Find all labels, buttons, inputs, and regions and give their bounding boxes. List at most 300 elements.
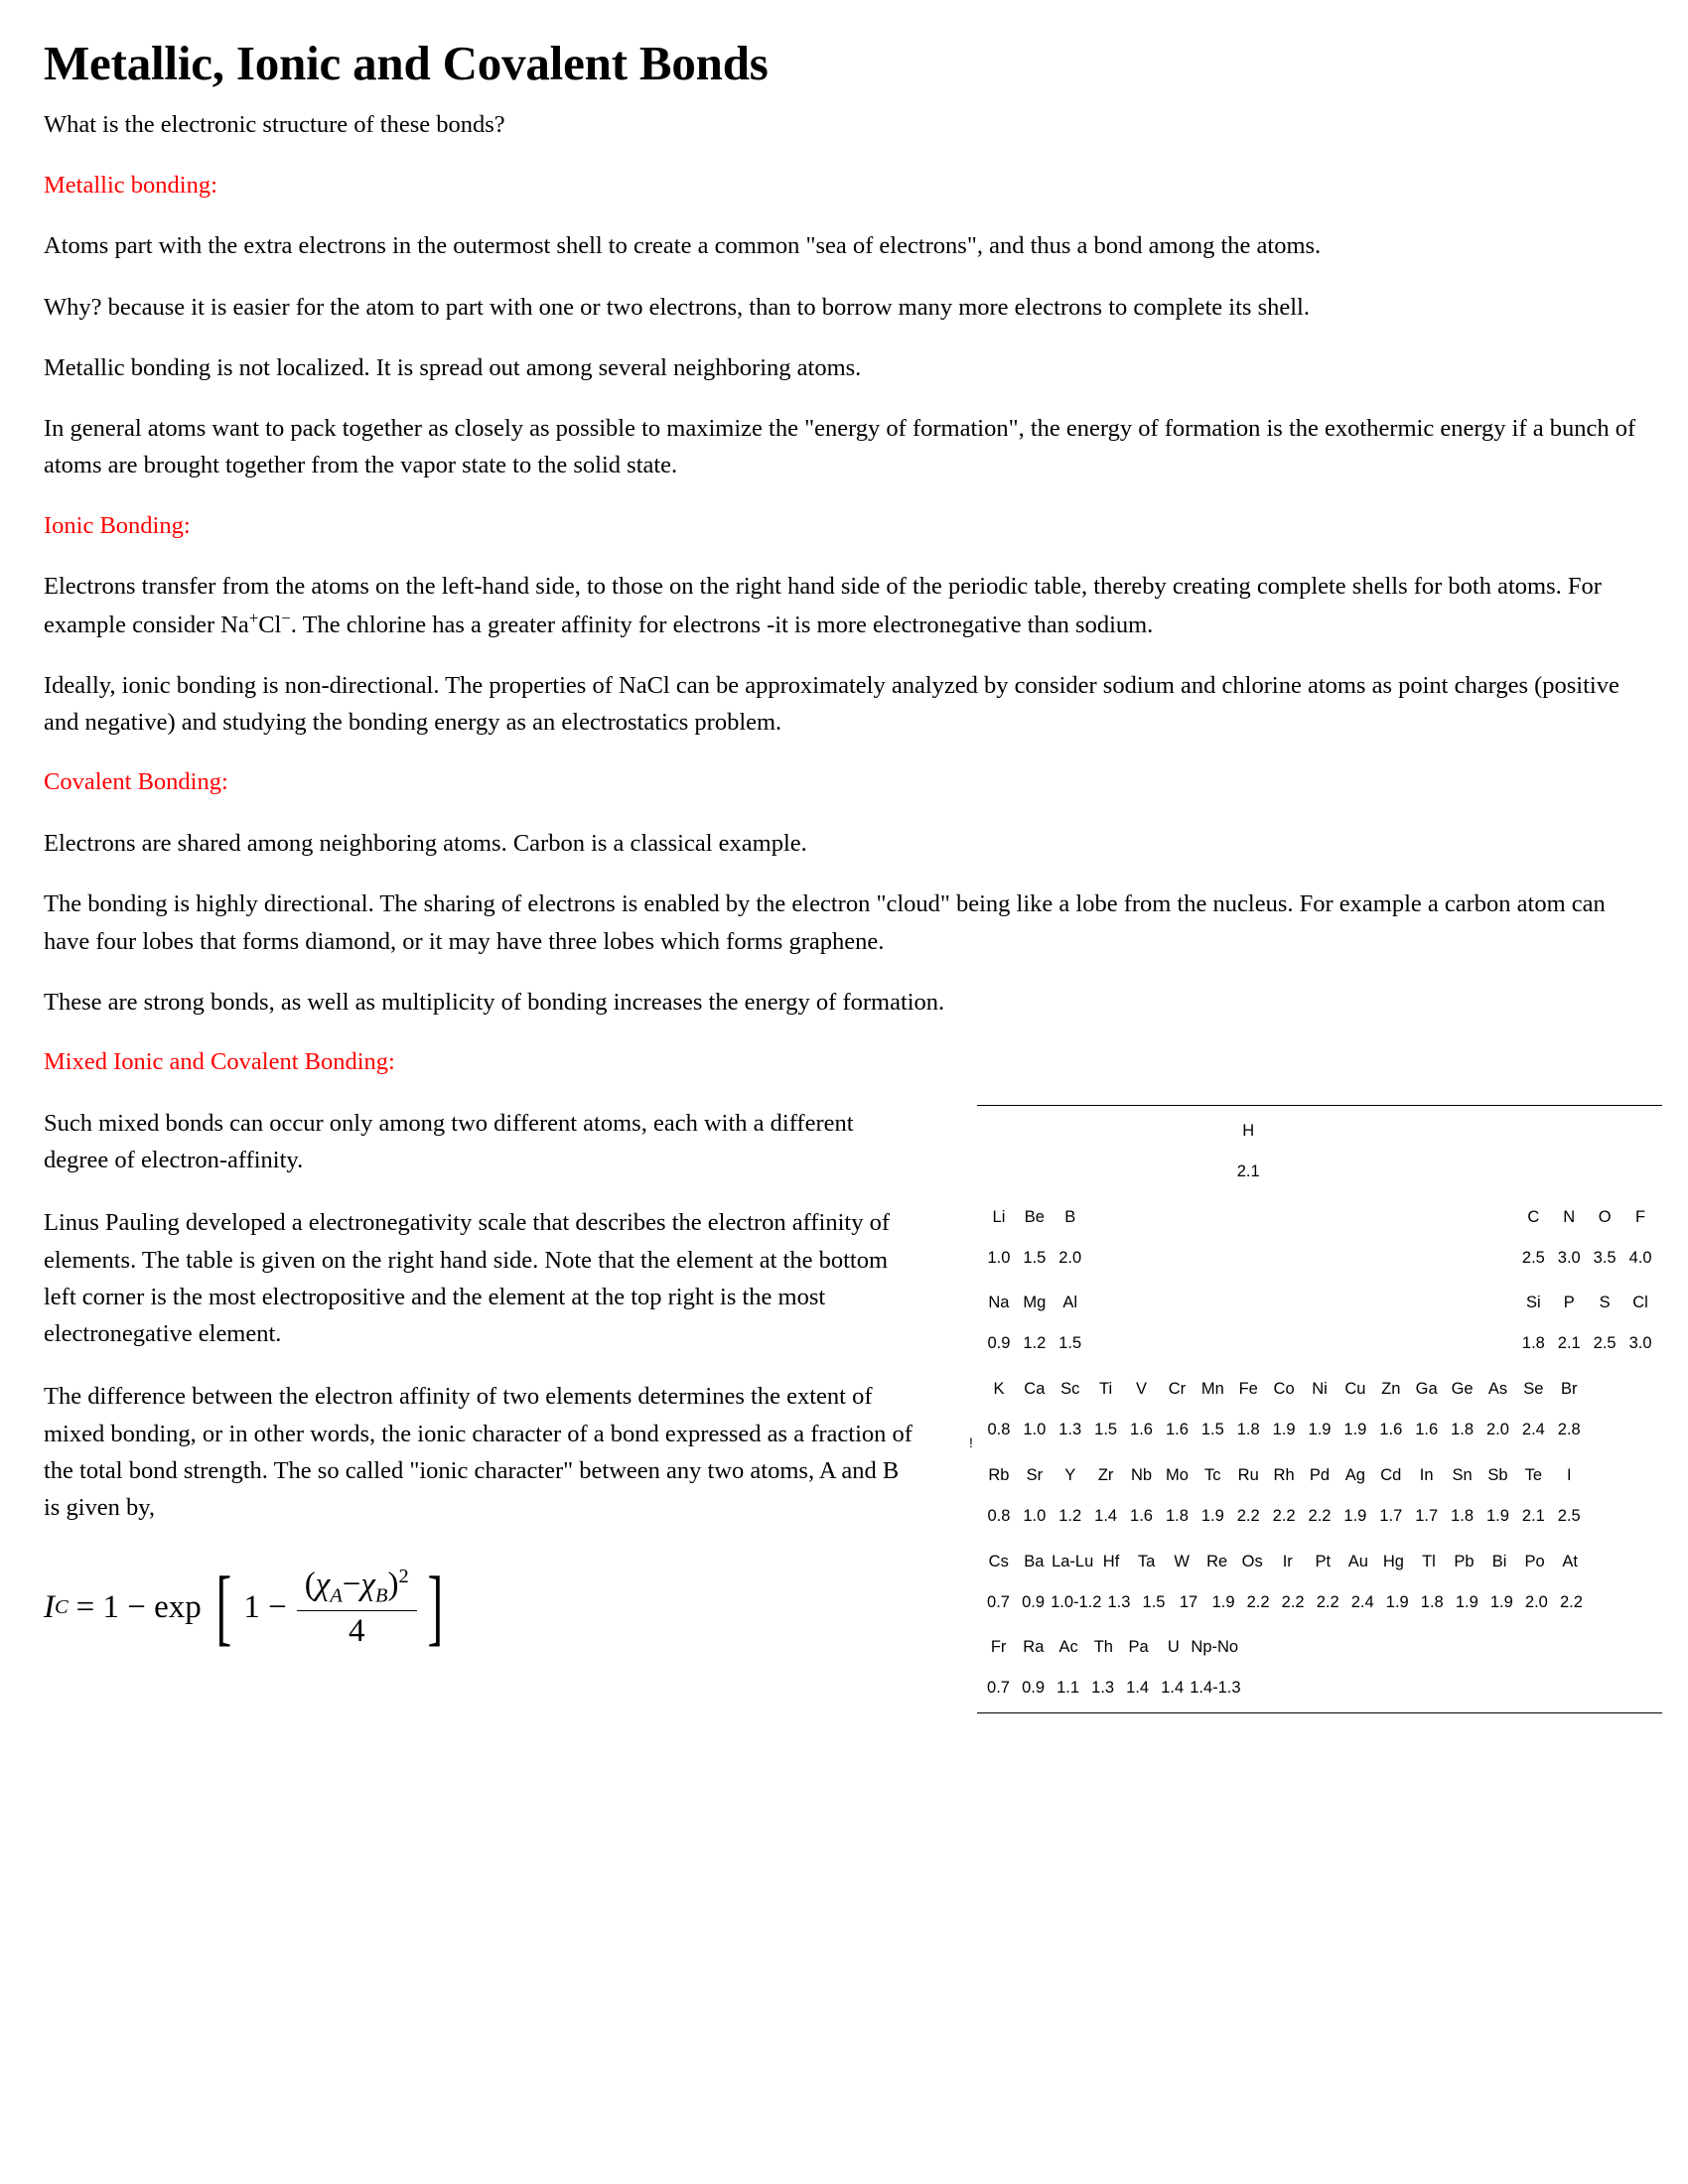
- element-symbol-po: Po: [1524, 1552, 1545, 1570]
- electronegativity-value: 0.7: [987, 1679, 1010, 1698]
- element-symbol-al: Al: [1062, 1294, 1078, 1312]
- electronegativity-value-empty: [1345, 1674, 1380, 1703]
- electronegativity-value: 1.8: [1236, 1421, 1260, 1438]
- electronegativity-value: 1.5: [1200, 1421, 1224, 1438]
- element-symbol-w: W: [1174, 1552, 1190, 1570]
- element-symbol-empty: [1622, 1456, 1658, 1490]
- element-symbol-empty: [1409, 1284, 1445, 1317]
- formula-exponent: 2: [398, 1565, 409, 1587]
- element-symbol-empty: [1587, 1112, 1622, 1146]
- element-symbol-cr: Cr: [1168, 1380, 1187, 1399]
- element-symbol-empty: [1230, 1198, 1266, 1232]
- section-heading-covalent: Covalent Bonding:: [44, 768, 228, 796]
- element-symbol-empty: [1480, 1284, 1516, 1317]
- element-symbol-empty: [1373, 1284, 1409, 1317]
- element-symbol-np-no: Np-No: [1191, 1638, 1239, 1657]
- electronegativity-value: 1.5: [1094, 1421, 1118, 1438]
- element-symbol-zn: Zn: [1381, 1380, 1401, 1399]
- element-symbol-empty: [1623, 1628, 1658, 1662]
- element-symbol-th: Th: [1093, 1638, 1113, 1657]
- electronegativity-value-empty: [1409, 1329, 1445, 1358]
- en-row-values: [977, 1410, 1662, 1450]
- element-symbol-ru: Ru: [1237, 1465, 1259, 1484]
- en-row-symbols: [977, 1364, 1662, 1410]
- element-symbol-ra: Ra: [1023, 1638, 1045, 1657]
- en-row-values: [977, 1323, 1662, 1364]
- element-symbol-y: Y: [1064, 1465, 1076, 1484]
- element-symbol-empty: [1238, 1628, 1273, 1662]
- stray-mark: !: [969, 1433, 973, 1450]
- formula-lhs-variable: I: [44, 1588, 55, 1625]
- electronegativity-value-empty: [981, 1158, 1017, 1186]
- en-row-symbols: [977, 1450, 1662, 1496]
- ionic-text-suffix: . The chlorine has a greater affinity for electrons -it is more electronegative than sodium.: [290, 611, 1154, 638]
- element-symbol-li: Li: [992, 1207, 1006, 1226]
- electronegativity-value: 1.8: [1420, 1592, 1444, 1611]
- element-symbol-br: Br: [1561, 1380, 1578, 1399]
- element-symbol-empty: [1302, 1112, 1337, 1146]
- electronegativity-value-empty: [1266, 1244, 1302, 1273]
- electronegativity-value: 1.8: [1451, 1421, 1475, 1438]
- element-symbol-empty: [1480, 1112, 1516, 1146]
- element-symbol-mn: Mn: [1200, 1380, 1224, 1399]
- element-symbol-rb: Rb: [988, 1465, 1010, 1484]
- element-symbol-empty: [1337, 1284, 1373, 1317]
- electronegativity-value: 3.5: [1593, 1248, 1617, 1267]
- element-symbol-o: O: [1598, 1207, 1612, 1226]
- element-symbol-empty: [1413, 1628, 1448, 1662]
- section-heading-ionic: Ionic Bonding:: [44, 511, 191, 539]
- ion-symbol-cl: Cl: [258, 611, 282, 638]
- electronegativity-value-empty: [1241, 1674, 1276, 1703]
- element-symbol-empty: [1302, 1284, 1337, 1317]
- electronegativity-value-empty: [1159, 1158, 1195, 1186]
- formula-equals-exp: = 1 − exp: [75, 1588, 202, 1625]
- electronegativity-value-empty: [1088, 1158, 1124, 1186]
- formula-minus: −: [342, 1566, 361, 1602]
- electronegativity-value: 1.0: [1023, 1421, 1047, 1438]
- element-symbol-hg: Hg: [1382, 1552, 1404, 1570]
- element-symbol-ni: Ni: [1312, 1380, 1328, 1399]
- element-symbol-empty: [1266, 1284, 1302, 1317]
- element-symbol-empty: [1088, 1284, 1124, 1317]
- element-symbol-empty: [1273, 1628, 1308, 1662]
- paragraph-metallic-3: Metallic bonding is not localized. It is spread out among several neighboring atoms.: [44, 353, 862, 381]
- electronegativity-value: 1.9: [1343, 1506, 1367, 1525]
- electronegativity-value-empty: [1195, 1244, 1230, 1273]
- element-symbol-nb: Nb: [1130, 1465, 1153, 1484]
- electronegativity-value-empty: [1159, 1329, 1195, 1358]
- electronegativity-value: 1.9: [1272, 1421, 1296, 1438]
- element-symbol-fr: Fr: [990, 1638, 1007, 1657]
- element-symbol-empty: [1302, 1198, 1337, 1232]
- page-title: Metallic, Ionic and Covalent Bonds: [44, 36, 769, 90]
- electronegativity-value: 2.2: [1316, 1592, 1339, 1611]
- electronegativity-value: 1.3: [1107, 1592, 1131, 1611]
- element-symbol-ag: Ag: [1344, 1465, 1365, 1484]
- element-symbol-i: I: [1566, 1465, 1572, 1484]
- electronegativity-table: [969, 1105, 1662, 1713]
- electronegativity-value-empty: [1622, 1502, 1658, 1531]
- electronegativity-value-empty: [1230, 1329, 1266, 1358]
- element-symbol-re: Re: [1206, 1552, 1228, 1570]
- element-symbol-sb: Sb: [1487, 1465, 1508, 1484]
- element-symbol-empty: [1159, 1198, 1195, 1232]
- element-symbol-empty: [1088, 1198, 1124, 1232]
- electronegativity-value: 2.5: [1521, 1248, 1545, 1267]
- element-symbol-cd: Cd: [1380, 1465, 1402, 1484]
- formula-paren-close: ): [387, 1566, 399, 1602]
- electronegativity-value: 1.8: [1451, 1506, 1475, 1525]
- element-symbol-h: H: [1242, 1121, 1255, 1140]
- electronegativity-value: 1.6: [1165, 1421, 1189, 1438]
- paragraph-ionic-2: Ideally, ionic bonding is non-directional. The properties of NaCl can be approximately analyzed by consider sodium and chlorine atoms as point charges (positive and negative) and studying the bonding energy as an electrostatics problem.: [44, 671, 1619, 737]
- formula-denominator: 4: [348, 1612, 365, 1649]
- electronegativity-value-empty: [1415, 1674, 1450, 1703]
- element-symbol-empty: [1088, 1112, 1124, 1146]
- element-symbol-empty: [1515, 1112, 1551, 1146]
- element-symbol-v: V: [1136, 1380, 1148, 1399]
- electronegativity-value: 1.4-1.3: [1190, 1679, 1241, 1698]
- element-symbol-empty: [1309, 1628, 1343, 1662]
- electronegativity-value: 1.6: [1379, 1421, 1403, 1438]
- paragraph-covalent-3: These are strong bonds, as well as multiplicity of bonding increases the energy of formation.: [44, 988, 945, 1016]
- element-symbol-empty: [1445, 1284, 1480, 1317]
- element-symbol-f: F: [1635, 1207, 1646, 1226]
- element-symbol-pt: Pt: [1315, 1552, 1332, 1570]
- electronegativity-value-empty: [1266, 1158, 1302, 1186]
- electronegativity-value-empty: [1484, 1674, 1519, 1703]
- element-symbol-na: Na: [988, 1294, 1010, 1312]
- electronegativity-value: 0.9: [987, 1334, 1011, 1353]
- element-symbol-s: S: [1599, 1294, 1611, 1312]
- electronegativity-value-empty: [1623, 1588, 1658, 1617]
- element-symbol-n: N: [1563, 1207, 1576, 1226]
- formula-numerator: [297, 1566, 417, 1611]
- electronegativity-value-empty: [1589, 1588, 1623, 1617]
- element-symbol-at: At: [1562, 1552, 1578, 1570]
- en-row-values: [977, 1152, 1662, 1192]
- electronegativity-value-empty: [1302, 1329, 1337, 1358]
- electronegativity-value-empty: [1380, 1674, 1415, 1703]
- element-symbol-sn: Sn: [1452, 1465, 1473, 1484]
- section-heading-mixed: Mixed Ionic and Covalent Bonding:: [44, 1048, 395, 1076]
- element-symbol-ac: Ac: [1058, 1638, 1078, 1657]
- element-symbol-ba: Ba: [1024, 1552, 1045, 1570]
- element-symbol-si: Si: [1526, 1294, 1541, 1312]
- electronegativity-value: 3.0: [1628, 1334, 1652, 1353]
- element-symbol-pb: Pb: [1454, 1552, 1475, 1570]
- element-symbol-mg: Mg: [1023, 1294, 1047, 1312]
- electronegativity-value-empty: [1195, 1158, 1230, 1186]
- element-symbol-empty: [1017, 1112, 1053, 1146]
- element-symbol-k: K: [993, 1380, 1005, 1399]
- electronegativity-value-empty: [1302, 1244, 1337, 1273]
- element-symbol-te: Te: [1524, 1465, 1543, 1484]
- electronegativity-value-empty: [1445, 1329, 1480, 1358]
- element-symbol-la-lu: La-Lu: [1052, 1552, 1094, 1570]
- electronegativity-value-empty: [1480, 1158, 1516, 1186]
- electronegativity-value-empty: [1311, 1674, 1345, 1703]
- electronegativity-value: 17: [1179, 1592, 1198, 1611]
- element-symbol-pd: Pd: [1309, 1465, 1331, 1484]
- element-symbol-sc: Sc: [1060, 1380, 1080, 1399]
- electronegativity-value-empty: [1124, 1244, 1160, 1273]
- electronegativity-value: 2.1: [1557, 1334, 1581, 1353]
- element-symbol-empty: [1266, 1112, 1302, 1146]
- formula-chi-a-sub: A: [330, 1584, 343, 1607]
- element-symbol-empty: [1124, 1112, 1160, 1146]
- formula-one-minus: 1 −: [243, 1588, 287, 1625]
- electronegativity-value-empty: [1450, 1674, 1484, 1703]
- electronegativity-value: 2.0: [1485, 1421, 1509, 1438]
- element-symbol-fe: Fe: [1238, 1380, 1258, 1399]
- element-symbol-empty: [1551, 1112, 1587, 1146]
- paragraph-mixed-3: The difference between the electron affinity of two elements determines the extent of mixed bonding, or in other words, the ionic character of a bond expressed as a fraction of the total bond strength. The so called "ionic character" between any two atoms, A and B is given by,: [44, 1383, 913, 1521]
- electronegativity-value-empty: [1445, 1244, 1480, 1273]
- electronegativity-value: 1.8: [1165, 1506, 1189, 1525]
- element-symbol-b: B: [1064, 1207, 1076, 1226]
- element-symbol-hf: Hf: [1102, 1552, 1120, 1570]
- electronegativity-value: 1.4: [1126, 1679, 1150, 1698]
- electronegativity-value: 2.2: [1272, 1506, 1296, 1525]
- electronegativity-value-empty: [1515, 1158, 1551, 1186]
- electronegativity-value: 1.9: [1211, 1592, 1235, 1611]
- electronegativity-value: 2.2: [1246, 1592, 1270, 1611]
- intro-paragraph: What is the electronic structure of these bonds?: [44, 111, 505, 139]
- element-symbol-empty: [1588, 1543, 1623, 1576]
- element-symbol-ca: Ca: [1024, 1380, 1046, 1399]
- section-heading-metallic: Metallic bonding:: [44, 171, 217, 199]
- electronegativity-value: 1.2: [1023, 1334, 1047, 1353]
- electronegativity-value-empty: [1266, 1329, 1302, 1358]
- electronegativity-value: 1.9: [1308, 1421, 1332, 1438]
- electronegativity-value-empty: [1337, 1158, 1373, 1186]
- element-symbol-empty: [981, 1112, 1017, 1146]
- element-symbol-empty: [1195, 1284, 1230, 1317]
- electronegativity-value: 1.2: [1058, 1506, 1082, 1525]
- element-symbol-cs: Cs: [988, 1552, 1009, 1570]
- en-row-values: [977, 1238, 1662, 1279]
- ion-charge-negative: −: [281, 608, 291, 627]
- element-symbol-p: P: [1563, 1294, 1575, 1312]
- electronegativity-table-body: [977, 1106, 1662, 1708]
- element-symbol-empty: [1159, 1284, 1195, 1317]
- element-symbol-empty: [1622, 1543, 1658, 1576]
- electronegativity-value: 0.8: [987, 1421, 1011, 1438]
- formula-paren-open: (: [304, 1566, 316, 1602]
- electronegativity-value: 2.1: [1521, 1506, 1545, 1525]
- element-symbol-be: Be: [1024, 1207, 1045, 1226]
- formula-chi-a: χ: [315, 1566, 331, 1602]
- electronegativity-value: 1.7: [1379, 1506, 1403, 1525]
- electronegativity-value-empty: [1589, 1674, 1623, 1703]
- element-symbol-ti: Ti: [1099, 1380, 1113, 1399]
- en-row-values: [977, 1668, 1662, 1708]
- electronegativity-value-empty: [1276, 1674, 1311, 1703]
- en-row-symbols: [977, 1192, 1662, 1238]
- electronegativity-value: 1.6: [1130, 1421, 1153, 1438]
- electronegativity-value-empty: [1409, 1244, 1445, 1273]
- en-row-symbols: [977, 1537, 1662, 1582]
- electronegativity-value: 2.5: [1557, 1506, 1581, 1525]
- element-symbol-as: As: [1487, 1380, 1508, 1399]
- formula-bracket-close: ]: [427, 1559, 443, 1655]
- element-symbol-au: Au: [1347, 1552, 1368, 1570]
- electronegativity-value: 1.0: [1023, 1506, 1047, 1525]
- element-symbol-empty: [1409, 1112, 1445, 1146]
- electronegativity-value-empty: [1587, 1158, 1622, 1186]
- electronegativity-value: 1.6: [1130, 1506, 1153, 1525]
- element-symbol-empty: [1483, 1628, 1518, 1662]
- electronegativity-value: 1.0-1.2: [1051, 1592, 1102, 1611]
- electronegativity-value-empty: [1124, 1158, 1160, 1186]
- electronegativity-value-empty: [1124, 1329, 1160, 1358]
- electronegativity-value: 1.4: [1161, 1679, 1185, 1698]
- electronegativity-value-empty: [1159, 1244, 1195, 1273]
- electronegativity-value: 0.7: [987, 1592, 1010, 1611]
- electronegativity-value-empty: [1053, 1158, 1088, 1186]
- electronegativity-value: 1.9: [1385, 1592, 1409, 1611]
- element-symbol-bi: Bi: [1491, 1552, 1507, 1570]
- element-symbol-ga: Ga: [1415, 1380, 1438, 1399]
- electronegativity-value-empty: [1551, 1158, 1587, 1186]
- electronegativity-value-empty: [1554, 1674, 1589, 1703]
- formula-lhs-subscript: C: [55, 1595, 69, 1618]
- electronegativity-value-empty: [1587, 1416, 1622, 1444]
- ion-charge-positive: +: [248, 608, 259, 627]
- formula-chi-b: χ: [360, 1566, 375, 1602]
- electronegativity-value: 1.9: [1489, 1592, 1513, 1611]
- paragraph-metallic-2: Why? because it is easier for the atom to part with one or two electrons, than to borrow many more electrons to complete its shell.: [44, 293, 1310, 321]
- electronegativity-value: 3.0: [1557, 1248, 1581, 1267]
- element-symbol-zr: Zr: [1097, 1465, 1114, 1484]
- electronegativity-value-empty: [1195, 1329, 1230, 1358]
- ionic-text-prefix: Electrons transfer from the atoms on the left-hand side, to those on the right hand side of the periodic table, thereby creating complete shells for both atoms. For example consider Na: [44, 573, 1602, 638]
- electronegativity-value: 2.1: [1236, 1161, 1260, 1180]
- paragraph-ionic-1: [44, 568, 1644, 643]
- element-symbol-sr: Sr: [1026, 1465, 1044, 1484]
- electronegativity-value-empty: [1373, 1244, 1409, 1273]
- electronegativity-value-empty: [1480, 1244, 1516, 1273]
- electronegativity-value-empty: [1337, 1329, 1373, 1358]
- electronegativity-value: 1.9: [1455, 1592, 1478, 1611]
- element-symbol-pa: Pa: [1128, 1638, 1149, 1657]
- element-symbol-se: Se: [1523, 1380, 1544, 1399]
- element-symbol-empty: [1373, 1112, 1409, 1146]
- electronegativity-value-empty: [1302, 1158, 1337, 1186]
- electronegativity-value: 2.4: [1521, 1421, 1545, 1438]
- element-symbol-mo: Mo: [1165, 1465, 1189, 1484]
- element-symbol-c: C: [1527, 1207, 1540, 1226]
- formula-bracket-open: [: [215, 1559, 231, 1655]
- element-symbol-ir: Ir: [1282, 1552, 1293, 1570]
- electronegativity-value: 2.2: [1236, 1506, 1260, 1525]
- electronegativity-value: 2.0: [1524, 1592, 1548, 1611]
- element-symbol-empty: [1409, 1198, 1445, 1232]
- element-symbol-empty: [1378, 1628, 1413, 1662]
- en-row-symbols: [977, 1106, 1662, 1152]
- electronegativity-value: 1.5: [1058, 1334, 1082, 1353]
- electronegativity-value: 0.8: [987, 1506, 1011, 1525]
- electronegativity-value: 1.7: [1415, 1506, 1439, 1525]
- electronegativity-value: 1.9: [1485, 1506, 1509, 1525]
- element-symbol-empty: [1587, 1456, 1622, 1490]
- element-symbol-empty: [1589, 1628, 1623, 1662]
- element-symbol-empty: [1230, 1284, 1266, 1317]
- electronegativity-value: 1.3: [1058, 1421, 1082, 1438]
- element-symbol-empty: [1195, 1198, 1230, 1232]
- electronegativity-value-empty: [1409, 1158, 1445, 1186]
- element-symbol-empty: [1622, 1370, 1658, 1404]
- element-symbol-empty: [1480, 1198, 1516, 1232]
- electronegativity-value: 1.8: [1521, 1334, 1545, 1353]
- element-symbol-tc: Tc: [1204, 1465, 1221, 1484]
- paragraph-metallic-4: In general atoms want to pack together as closely as possible to maximize the "energy of formation", the energy of formation is the exothermic energy if a bunch of atoms are brought together from the vapor state to the solid state.: [44, 415, 1636, 479]
- element-symbol-empty: [1587, 1370, 1622, 1404]
- element-symbol-empty: [1159, 1112, 1195, 1146]
- electronegativity-value-empty: [1480, 1329, 1516, 1358]
- element-symbol-co: Co: [1273, 1380, 1295, 1399]
- element-symbol-ge: Ge: [1451, 1380, 1474, 1399]
- element-symbol-empty: [1622, 1112, 1658, 1146]
- element-symbol-empty: [1124, 1198, 1160, 1232]
- formula-chi-b-sub: B: [374, 1584, 388, 1607]
- electronegativity-value-empty: [1587, 1502, 1622, 1531]
- electronegativity-value-empty: [1230, 1244, 1266, 1273]
- electronegativity-value: 4.0: [1628, 1248, 1652, 1267]
- electronegativity-value-empty: [1017, 1158, 1053, 1186]
- element-symbol-empty: [1266, 1198, 1302, 1232]
- electronegativity-value: 1.0: [987, 1248, 1011, 1267]
- paragraph-covalent-1: Electrons are shared among neighboring atoms. Carbon is a classical example.: [44, 830, 807, 858]
- electronegativity-value: 2.0: [1058, 1248, 1082, 1267]
- electronegativity-value: 2.8: [1557, 1421, 1581, 1438]
- electronegativity-value-empty: [1088, 1244, 1124, 1273]
- electronegativity-value: 1.6: [1415, 1421, 1439, 1438]
- element-symbol-tl: Tl: [1422, 1552, 1436, 1570]
- formula-fraction: [297, 1566, 417, 1650]
- element-symbol-empty: [1445, 1112, 1480, 1146]
- en-row-symbols: [977, 1622, 1662, 1668]
- electronegativity-value: 2.2: [1308, 1506, 1332, 1525]
- electronegativity-value-empty: [1337, 1244, 1373, 1273]
- electronegativity-value: 2.5: [1593, 1334, 1617, 1353]
- electronegativity-value: 0.9: [1022, 1679, 1046, 1698]
- element-symbol-empty: [1343, 1628, 1378, 1662]
- element-symbol-empty: [1373, 1198, 1409, 1232]
- element-symbol-cl: Cl: [1632, 1294, 1648, 1312]
- electronegativity-value: 0.9: [1022, 1592, 1046, 1611]
- element-symbol-empty: [1053, 1112, 1088, 1146]
- element-symbol-empty: [1518, 1628, 1553, 1662]
- electronegativity-value: 1.4: [1094, 1506, 1118, 1525]
- element-symbol-in: In: [1419, 1465, 1434, 1484]
- en-row-symbols: [977, 1278, 1662, 1323]
- electronegativity-value-empty: [1622, 1416, 1658, 1444]
- electronegativity-value: 2.4: [1350, 1592, 1374, 1611]
- element-symbol-empty: [1124, 1284, 1160, 1317]
- electronegativity-value: 2.2: [1281, 1592, 1305, 1611]
- electronegativity-value-empty: [1088, 1329, 1124, 1358]
- electronegativity-value: 1.9: [1343, 1421, 1367, 1438]
- element-symbol-empty: [1553, 1628, 1588, 1662]
- element-symbol-rh: Rh: [1273, 1465, 1295, 1484]
- en-row-values: [977, 1496, 1662, 1537]
- paragraph-mixed-1: Such mixed bonds can occur only among two different atoms, each with a different degree of electron-affinity.: [44, 1109, 854, 1174]
- paragraph-covalent-2: The bonding is highly directional. The sharing of electrons is enabled by the electron "cloud" being like a lobe from the nucleus. For example a carbon atom can have four lobes that forms diamond, or it may have three lobes which forms graphene.: [44, 890, 1606, 955]
- paragraph-mixed-2: Linus Pauling developed a electronegativity scale that describes the electron affinity of elements. The table is given on the right hand side. Note that the element at the bottom left corner is the most electropositive and the element at the top right is the most electronegative element.: [44, 1209, 890, 1348]
